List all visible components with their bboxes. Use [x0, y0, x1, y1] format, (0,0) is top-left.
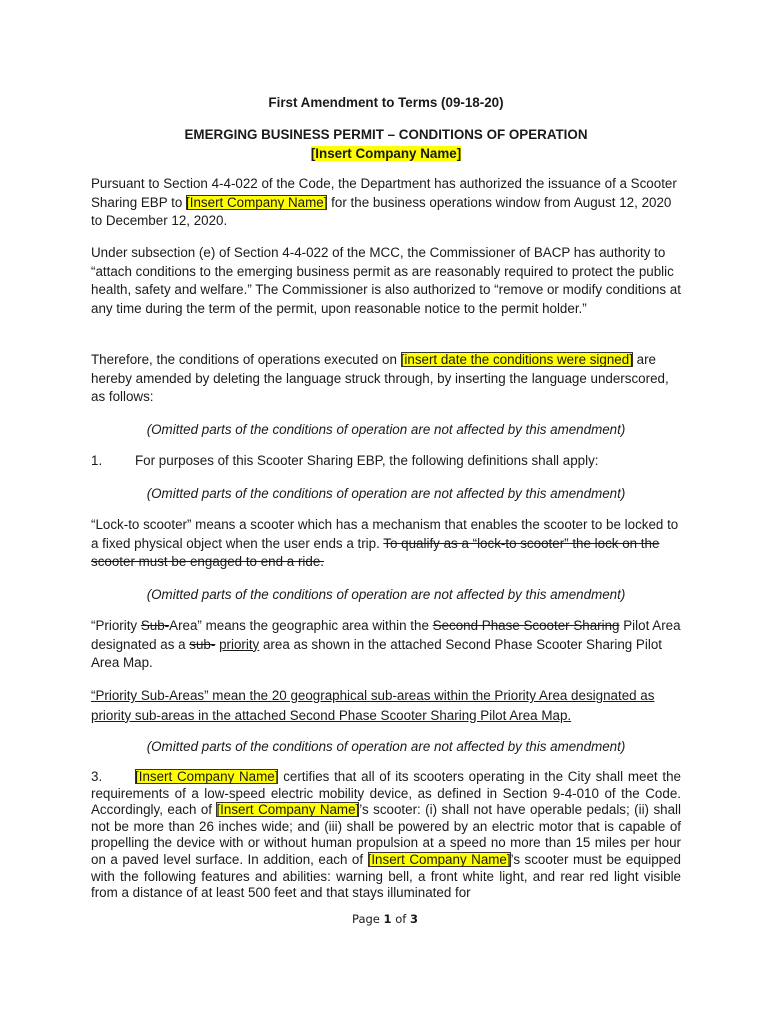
struck-text: Second Phase Scooter Sharing: [432, 618, 620, 633]
date-placeholder: [insert date the conditions were signed]: [400, 352, 633, 367]
item-1: [91, 452, 681, 471]
item-3-text-b: ’s scooter: (i) shall not have operable pedals; (ii) shall not be more than 26 inches wide; and (iii) shall be powered by an electric motor that is capable of propelling the device with or without human propulsion at a speed no more than 15 miles per hour on a paved level surface. In addition, each of: [91, 802, 681, 867]
paragraph-authorization: [91, 175, 681, 231]
inserted-text: “Priority Sub-Areas” mean the 20 geographical sub-areas within the Priority Area designated as priority sub-areas in the attached Second Phase Scooter Sharing Pilot Area Map.: [91, 688, 655, 723]
item-1-number: 1.: [91, 453, 103, 468]
priority-text-b: Area” means the geographic area within the: [169, 618, 433, 633]
inserted-text: priority: [219, 636, 260, 652]
item-3-text-c: ’s scooter must be equipped with the following features and abilities: warning bell, a front white light, and rear red light visible from a distance of at least 500 feet and that stays illuminated for: [91, 851, 681, 901]
omitted-note-4: [91, 738, 681, 757]
definition-lock-to-scooter: [91, 516, 681, 572]
item-3: [91, 769, 681, 902]
amendment-method-text-a: Therefore, the conditions of operations executed on: [91, 352, 401, 367]
struck-text: sub-: [189, 636, 216, 652]
priority-text-a: “Priority: [91, 618, 141, 633]
company-placeholder: [Insert Company Name]: [216, 802, 360, 818]
priority-text-e: area as shown in the attached Second Phase Scooter Sharing Pilot Area Map.: [91, 636, 662, 671]
page-footer: [0, 912, 770, 926]
item-3-text-a: certifies that all of its scooters operating in the City shall meet the requirements of a low-speed electric mobility device, as defined in Section 9-4-010 of the Code. Accordingly, each of: [91, 769, 681, 818]
omitted-note-text: (Omitted parts of the conditions of operation are not affected by this amendment): [146, 587, 626, 602]
omitted-note-2: [91, 485, 681, 504]
company-placeholder-heading: [Insert Company Name]: [310, 145, 462, 161]
commissioner-authority-text: Under subsection (e) of Section 4-4-022 of the MCC, the Commissioner of BACP has authority to “attach conditions to the emerging business permit as are reasonably required to protect the public health, safety and welfare.” The Commissioner is also authorized to “remove or modify conditions at any time during the term of the permit, upon reasonable notice to the permit holder.”: [91, 245, 681, 316]
paragraph-amendment-method: [91, 351, 681, 407]
definition-priority-sub-areas: [91, 686, 681, 725]
omitted-note-3: [91, 586, 681, 605]
lock-definition-text: “Lock-to scooter” means a scooter which has a mechanism that enables the scooter to be locked to a fixed physical object when the user ends a trip.: [91, 517, 679, 551]
omitted-note-1: [91, 421, 681, 440]
authorization-text-a: Pursuant to Section 4-4-022 of the Code, the Department has authorized the issuance of a Scooter Sharing EBP to: [91, 176, 677, 210]
company-placeholder: [Insert Company Name]: [135, 769, 279, 784]
page-label: Page: [352, 912, 384, 926]
item-1-text: For purposes of this Scooter Sharing EBP, the following definitions shall apply:: [135, 453, 599, 468]
omitted-note-text: (Omitted parts of the conditions of operation are not affected by this amendment): [146, 422, 626, 437]
struck-text: To qualify as a “lock-to scooter” the lock on the scooter must be engaged to end a ride.: [91, 535, 660, 570]
struck-text: Sub-: [140, 618, 170, 633]
page-of-label: of: [391, 912, 410, 926]
permit-heading: [91, 126, 681, 163]
amendment-title-text: First Amendment to Terms (09-18-20): [268, 95, 504, 110]
page-number: 1: [383, 912, 392, 926]
amendment-title: [91, 94, 681, 113]
company-placeholder: [Insert Company Name]: [186, 194, 328, 210]
item-3-number: 3.: [91, 769, 103, 784]
amendment-method-text-b: are hereby amended by deleting the language struck through, by inserting the language underscored, as follows:: [91, 352, 669, 405]
page-total: 3: [409, 912, 418, 926]
paragraph-commissioner-authority: [91, 244, 681, 318]
permit-heading-text: EMERGING BUSINESS PERMIT – CONDITIONS OF OPERATION: [184, 127, 588, 142]
priority-text-c: Pilot Area designated as a: [91, 618, 681, 652]
definition-priority-area: [91, 617, 681, 673]
authorization-text-b: for the business operations window from August 12, 2020 to December 12, 2020.: [91, 194, 672, 229]
omitted-note-text: (Omitted parts of the conditions of operation are not affected by this amendment): [146, 739, 626, 754]
omitted-note-text: (Omitted parts of the conditions of operation are not affected by this amendment): [146, 486, 626, 501]
company-placeholder: [Insert Company Name]: [367, 851, 511, 867]
